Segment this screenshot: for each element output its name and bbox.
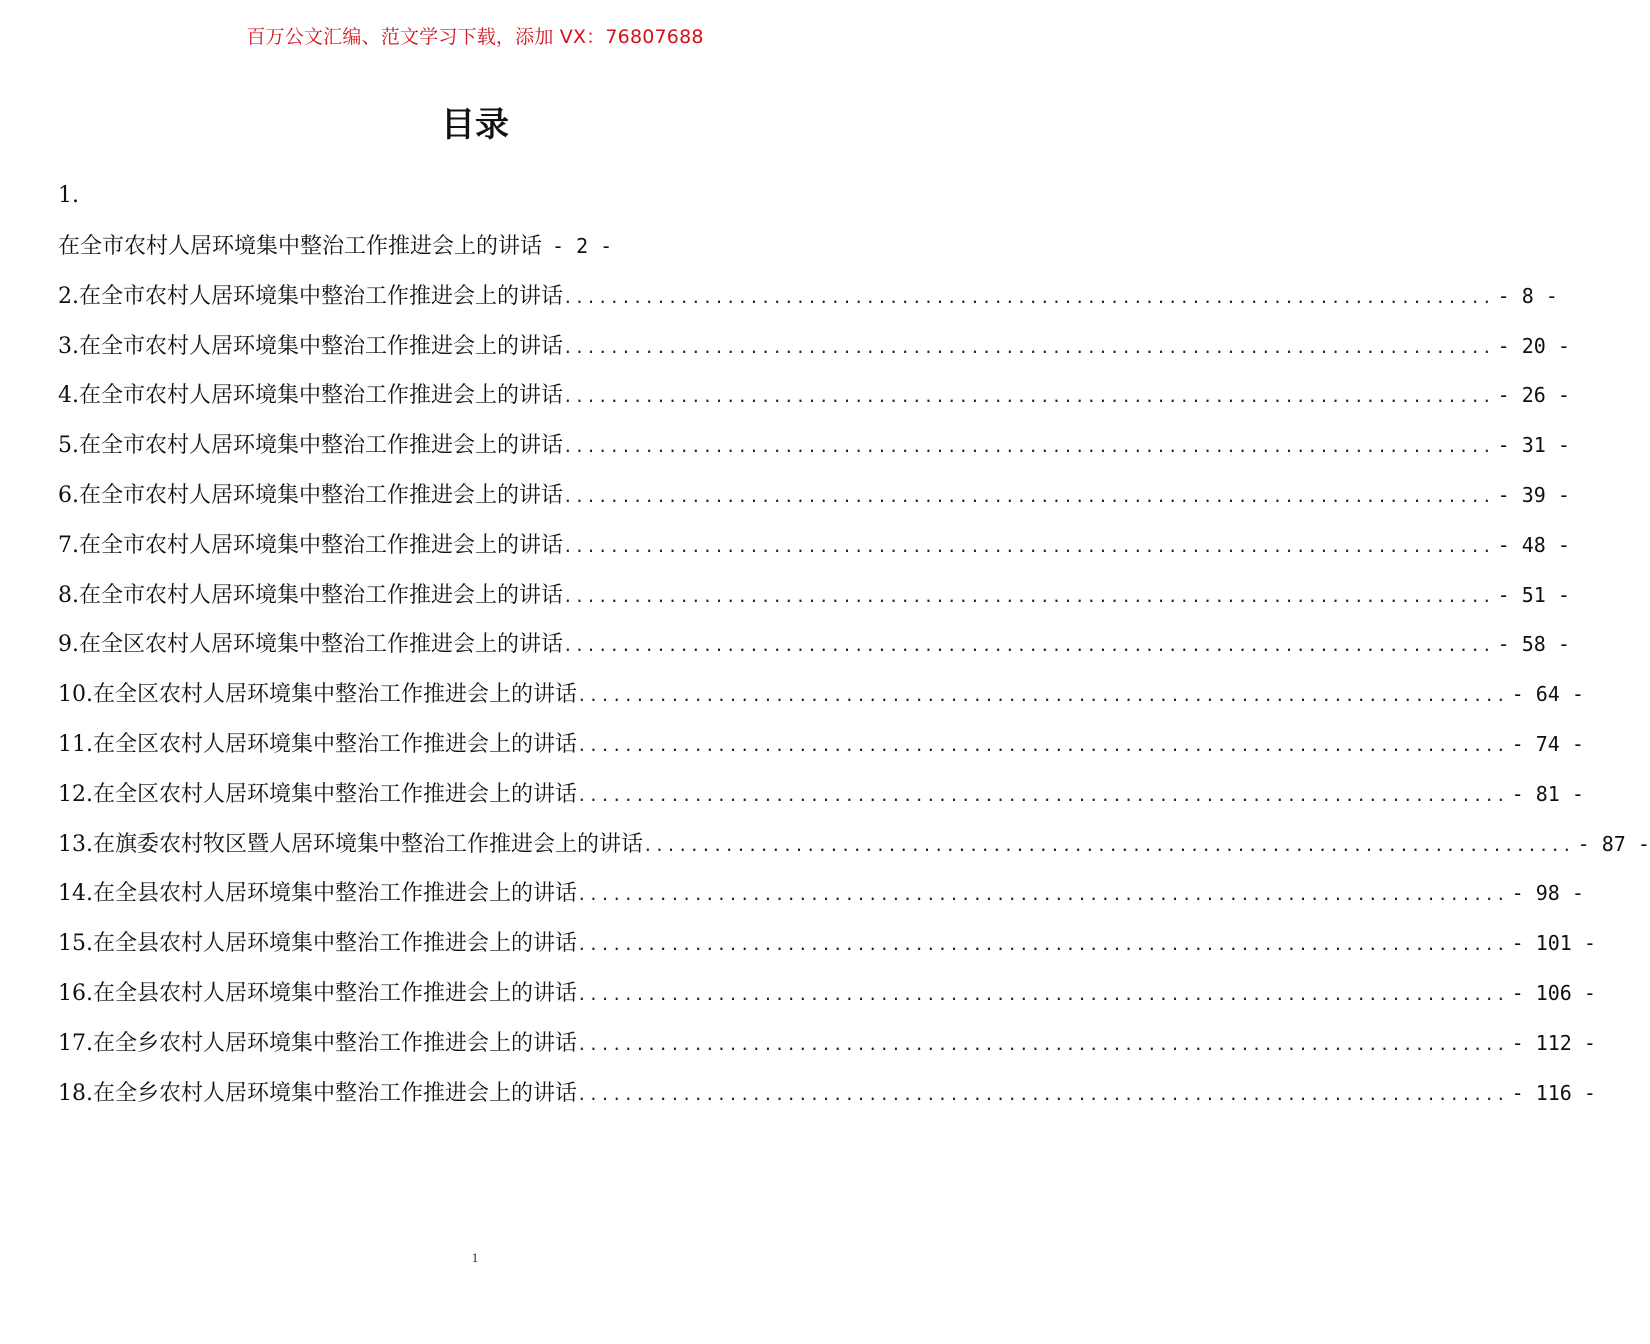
page-number: 1	[471, 1250, 479, 1265]
toc-entry-label: 10.在全区农村人居环境集中整治工作推进会上的讲话	[58, 682, 577, 708]
toc-entry-page: - 64 -	[1511, 682, 1584, 707]
toc-entry[interactable]	[58, 1073, 1596, 1123]
toc-entry-page: - 112 -	[1511, 1030, 1596, 1055]
toc-dot-leader: ................................................................................	[577, 735, 1508, 755]
toc-entry-page: - 74 -	[1511, 731, 1584, 756]
toc-entry[interactable]	[58, 326, 1570, 376]
toc-entry[interactable]	[58, 624, 1570, 674]
toc-entry[interactable]	[58, 1023, 1596, 1073]
toc-entry-label: 8.在全市农村人居环境集中整治工作推进会上的讲话	[58, 582, 563, 608]
toc-dot-leader: ................................................................................	[577, 885, 1508, 905]
toc-entry-page: - 98 -	[1511, 881, 1584, 906]
toc-dot-leader: ................................................................................	[563, 536, 1494, 556]
toc-entry-label: 在全市农村人居环境集中整治工作推进会上的讲话	[58, 234, 543, 259]
toc-dot-leader: ................................................................................	[643, 835, 1574, 855]
toc-dot-leader: ................................................................................	[577, 785, 1508, 805]
toc-entry-label: 15.在全县农村人居环境集中整治工作推进会上的讲话	[58, 931, 577, 957]
toc-entry-label: 4.在全市农村人居环境集中整治工作推进会上的讲话	[58, 383, 563, 409]
toc-entry-page: - 101 -	[1511, 931, 1596, 956]
toc-entry[interactable]	[58, 774, 1584, 824]
toc-entry-page: - 8 -	[1497, 283, 1558, 308]
toc-entry-label: 17.在全乡农村人居环境集中整治工作推进会上的讲话	[58, 1030, 577, 1056]
toc-entry-label: 5.在全市农村人居环境集中整治工作推进会上的讲话	[58, 433, 563, 459]
toc-dot-leader: ................................................................................	[577, 935, 1508, 955]
toc-entry-page: - 116 -	[1511, 1080, 1596, 1105]
toc-entry[interactable]	[58, 873, 1584, 923]
toc-entry[interactable]	[58, 674, 1584, 724]
toc-entry[interactable]	[58, 525, 1570, 575]
toc-entry-label: 14.在全县农村人居环境集中整治工作推进会上的讲话	[58, 881, 577, 907]
toc-entry[interactable]	[58, 226, 894, 276]
toc-entry-page: - 106 -	[1511, 980, 1596, 1005]
toc-entry-label: 18.在全乡农村人居环境集中整治工作推进会上的讲话	[58, 1080, 577, 1106]
toc-entry[interactable]	[58, 375, 1570, 425]
toc-entry[interactable]	[58, 575, 1570, 625]
toc-entry[interactable]	[58, 923, 1596, 973]
toc-entry-page: - 58 -	[1497, 632, 1570, 657]
toc-entry-label: 2.在全市农村人居环境集中整治工作推进会上的讲话	[58, 283, 563, 309]
toc-entry-page: - 81 -	[1511, 781, 1584, 806]
toc-dot-leader: ................................................................................	[563, 437, 1494, 457]
toc-list	[58, 226, 1650, 1122]
header-banner: 百万公文汇编、范文学习下载，添加 VX：76807688	[246, 26, 704, 48]
toc-dot-leader: ................................................................................	[563, 636, 1494, 656]
toc-entry-page: - 51 -	[1497, 582, 1570, 607]
toc-first-number: 1.	[58, 183, 79, 208]
toc-dot-leader: ................................................................................	[577, 686, 1508, 706]
toc-dot-leader: ................................................................................	[563, 337, 1494, 357]
toc-dot-leader: ................................................................................	[563, 287, 1494, 307]
toc-entry-page: - 2 -	[552, 234, 613, 258]
toc-entry[interactable]	[58, 475, 1570, 525]
toc-dot-leader: ................................................................................	[563, 486, 1494, 506]
toc-entry-label: 9.在全区农村人居环境集中整治工作推进会上的讲话	[58, 632, 563, 658]
toc-entry-label: 12.在全区农村人居环境集中整治工作推进会上的讲话	[58, 781, 577, 807]
toc-entry[interactable]	[58, 824, 1650, 874]
toc-entry-page: - 39 -	[1497, 482, 1570, 507]
toc-entry-label: 7.在全市农村人居环境集中整治工作推进会上的讲话	[58, 532, 563, 558]
toc-entry-label: 11.在全区农村人居环境集中整治工作推进会上的讲话	[58, 731, 577, 757]
toc-entry-label: 6.在全市农村人居环境集中整治工作推进会上的讲话	[58, 482, 563, 508]
toc-entry-page: - 20 -	[1497, 333, 1570, 358]
toc-entry[interactable]	[58, 973, 1596, 1023]
table-of-contents	[58, 176, 1650, 1122]
toc-entry[interactable]	[58, 276, 1558, 326]
toc-entry-label: 16.在全县农村人居环境集中整治工作推进会上的讲话	[58, 980, 577, 1006]
toc-dot-leader: ................................................................................	[563, 586, 1494, 606]
toc-entry-page: - 48 -	[1497, 532, 1570, 557]
toc-dot-leader: ................................................................................	[577, 1084, 1508, 1104]
toc-entry-page: - 26 -	[1497, 383, 1570, 408]
toc-dot-leader: ................................................................................	[563, 387, 1494, 407]
toc-dot-leader: ................................................................................	[577, 1034, 1508, 1054]
page-title: 目录	[441, 105, 509, 145]
toc-entry-page: - 87 -	[1577, 831, 1650, 856]
toc-entry-label: 3.在全市农村人居环境集中整治工作推进会上的讲话	[58, 333, 563, 359]
toc-dot-leader: ................................................................................	[577, 984, 1508, 1004]
toc-entry-label: 13.在旗委农村牧区暨人居环境集中整治工作推进会上的讲话	[58, 831, 643, 857]
toc-entry[interactable]	[58, 724, 1584, 774]
toc-entry[interactable]	[58, 425, 1570, 475]
toc-entry-page: - 31 -	[1497, 433, 1570, 458]
